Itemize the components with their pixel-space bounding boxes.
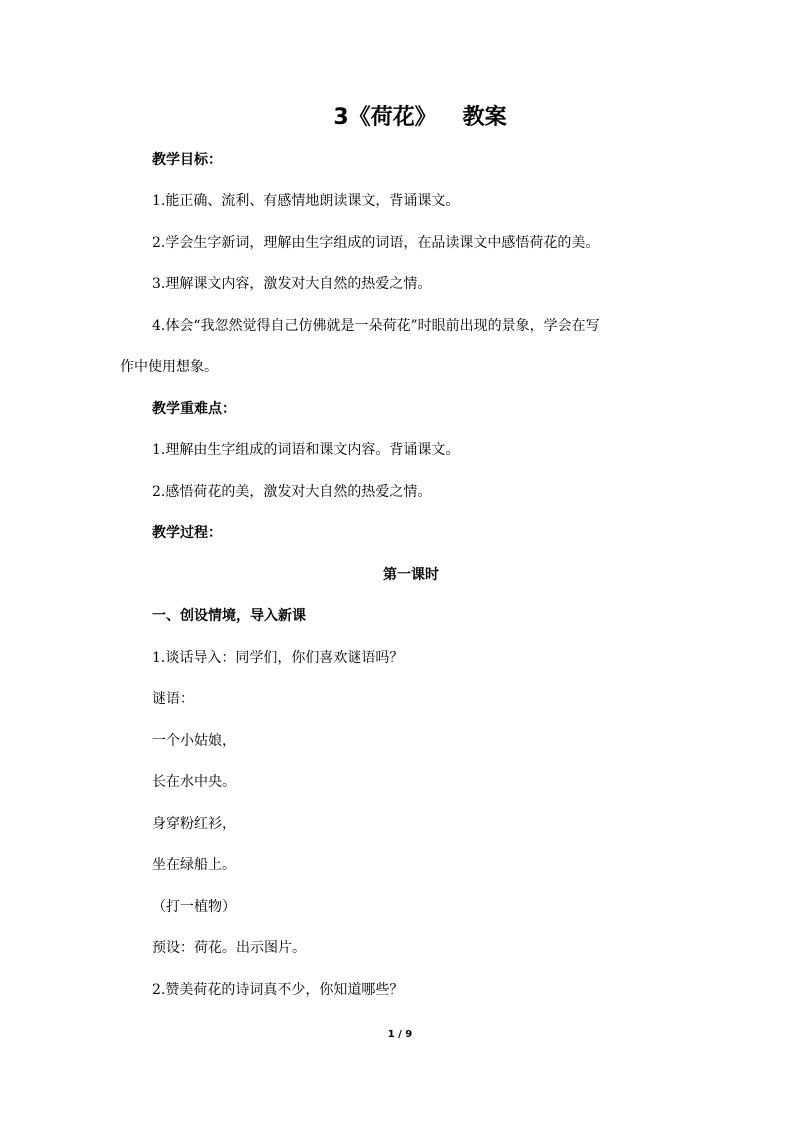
- riddle-line-2: 长在水中央。: [152, 774, 236, 790]
- key-point-item-1: 1.理解由生字组成的词语和课文内容。背诵课文。: [152, 442, 460, 458]
- page-number: 1 / 9: [387, 1029, 413, 1040]
- title-label: 教案: [462, 105, 507, 130]
- process-line-2: 2.赞美荷花的诗词真不少，你知道哪些？: [152, 982, 404, 998]
- title-number: 3《荷花》: [333, 105, 437, 130]
- document-title: [0, 103, 794, 133]
- process-heading: 教学过程：: [152, 525, 222, 541]
- riddle-line-1: 一个小姑娘，: [152, 733, 236, 749]
- objective-item-3: 3.理解课文内容，激发对大自然的热爱之情。: [152, 276, 432, 292]
- riddle-label: 谜语：: [152, 691, 194, 707]
- key-points-heading: 教学重难点：: [152, 401, 236, 417]
- objectives-heading: 教学目标：: [152, 152, 222, 168]
- section-heading: 一、创设情境，导入新课: [152, 608, 306, 624]
- objective-item-1: 1.能正确、流利、有感情地朗读课文，背诵课文。: [152, 193, 460, 209]
- process-line-1: 1.谈话导入：同学们，你们喜欢谜语吗？: [152, 650, 404, 666]
- riddle-line-3: 身穿粉红衫，: [152, 816, 236, 832]
- answer-line: 预设：荷花。出示图片。: [152, 940, 306, 956]
- lesson-title: 第一课时: [383, 567, 439, 583]
- objective-item-4-continued: 作中使用想象。: [120, 359, 218, 375]
- key-point-item-2: 2.感悟荷花的美，激发对大自然的热爱之情。: [152, 484, 432, 500]
- riddle-hint: （打一植物）: [152, 899, 236, 915]
- riddle-line-4: 坐在绿船上。: [152, 857, 236, 873]
- objective-item-4: 4.体会“我忽然觉得自己仿佛就是一朵荷花”时眼前出现的景象，学会在写: [152, 318, 600, 334]
- objective-item-2: 2.学会生字新词，理解由生字组成的词语，在品读课文中感悟荷花的美。: [152, 235, 600, 251]
